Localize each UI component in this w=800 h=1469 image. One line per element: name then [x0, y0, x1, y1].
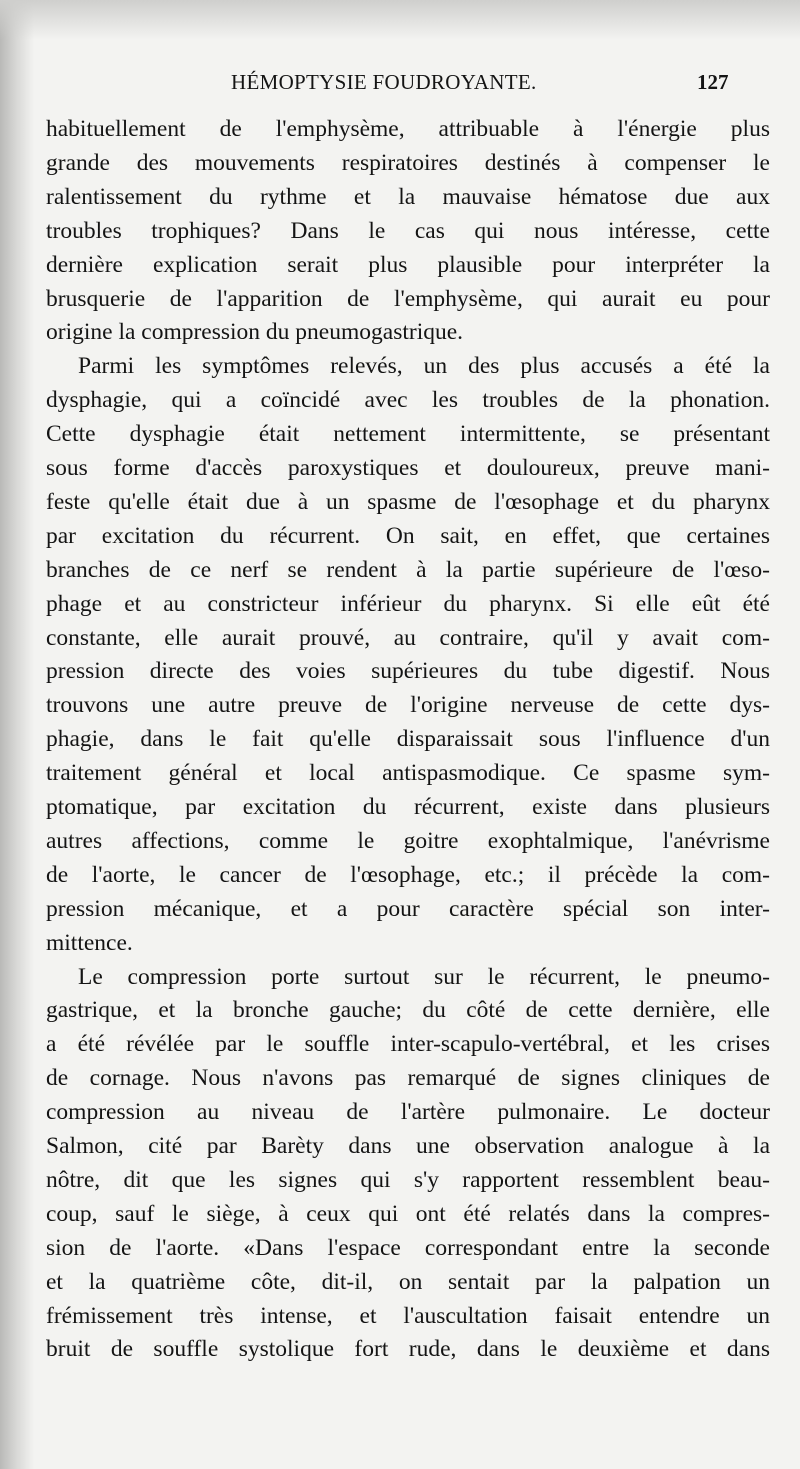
- text-line: grande des mouvements respiratoires destinés à compenser le: [46, 149, 770, 176]
- text-line: Salmon, cité par Barèty dans une observation analogue à la: [46, 1133, 770, 1159]
- page-header: [0, 70, 800, 100]
- text-line: origine la compression du pneumogastrique.: [46, 319, 464, 346]
- text-line: Parmi les symptômes relevés, un des plus accusés a été la: [78, 353, 770, 380]
- text-line: de l'aorte, le cancer de l'œsophage, etc.; il précède la com-: [46, 861, 770, 888]
- text-line: trouvons une autre preuve de l'origine nerveuse de cette dys-: [46, 692, 770, 719]
- text-line: compression au niveau de l'artère pulmonaire. Le docteur: [46, 1099, 770, 1126]
- text-line: phage et au constricteur inférieur du pharynx. Si elle eût été: [46, 590, 770, 617]
- text-line: troubles trophiques? Dans le cas qui nous intéresse, cette: [46, 217, 770, 244]
- text-line: par excitation du récurrent. On sait, en effet, que certaines: [46, 522, 770, 549]
- text-line: branches de ce nerf se rendent à la partie supérieure de l'œso-: [46, 556, 770, 583]
- page-number: 127: [697, 70, 729, 94]
- text-line: Cette dysphagie était nettement intermittente, se présentant: [46, 421, 770, 448]
- text-line: pression mécanique, et a pour caractère spécial son inter-: [46, 895, 770, 922]
- text-line: et la quatrième côte, dit-il, on sentait par la palpation un: [46, 1268, 770, 1295]
- text-line: dysphagie, qui a coïncidé avec les troubles de la phonation.: [46, 387, 770, 414]
- text-line: constante, elle aurait prouvé, au contraire, qu'il y avait com-: [46, 624, 770, 651]
- text-line: Le compression porte surtout sur le récurrent, le pneumo-: [78, 963, 770, 990]
- page-top-shadow: [0, 0, 800, 40]
- text-line: autres affections, comme le goitre exophtalmique, l'anévrisme: [46, 827, 770, 854]
- text-line: frémissement très intense, et l'auscultation faisait entendre un: [46, 1302, 770, 1329]
- running-title: HÉMOPTYSIE FOUDROYANTE.: [231, 70, 537, 94]
- text-line: coup, sauf le siège, à ceux qui ont été relatés dans la compres-: [46, 1200, 770, 1227]
- text-line: a été révélée par le souffle inter-scapulo-vertébral, et les crises: [46, 1031, 770, 1058]
- text-line: bruit de souffle systolique fort rude, dans le deuxième et dans: [46, 1336, 770, 1363]
- text-line: feste qu'elle était due à un spasme de l'œsophage et du pharynx: [46, 488, 770, 515]
- page-edge-shadow: [0, 0, 34, 1469]
- text-line: sous forme d'accès paroxystiques et douloureux, preuve mani-: [46, 455, 770, 481]
- text-line: brusquerie de l'apparition de l'emphysème, qui aurait eu pour: [46, 285, 770, 312]
- text-line: phagie, dans le fait qu'elle disparaissait sous l'influence d'un: [46, 726, 770, 753]
- text-line: pression directe des voies supérieures du tube digestif. Nous: [46, 658, 770, 685]
- text-line: ralentissement du rythme et la mauvaise hématose due aux: [46, 183, 770, 210]
- text-line: gastrique, et la bronche gauche; du côté de cette dernière, elle: [46, 997, 770, 1024]
- text-line: dernière explication serait plus plausible pour interpréter la: [46, 251, 770, 278]
- text-line: mittence.: [46, 929, 133, 956]
- text-line: nôtre, dit que les signes qui s'y rapportent ressemblent beau-: [46, 1166, 770, 1193]
- text-line: ptomatique, par excitation du récurrent, existe dans plusieurs: [46, 794, 770, 820]
- text-line: habituellement de l'emphysème, attribuable à l'énergie plus: [46, 116, 770, 142]
- text-line: sion de l'aorte. «Dans l'espace correspondant entre la seconde: [46, 1234, 770, 1261]
- text-line: traitement général et local antispasmodique. Ce spasme sym-: [46, 760, 770, 787]
- text-line: de cornage. Nous n'avons pas remarqué de signes cliniques de: [46, 1065, 770, 1092]
